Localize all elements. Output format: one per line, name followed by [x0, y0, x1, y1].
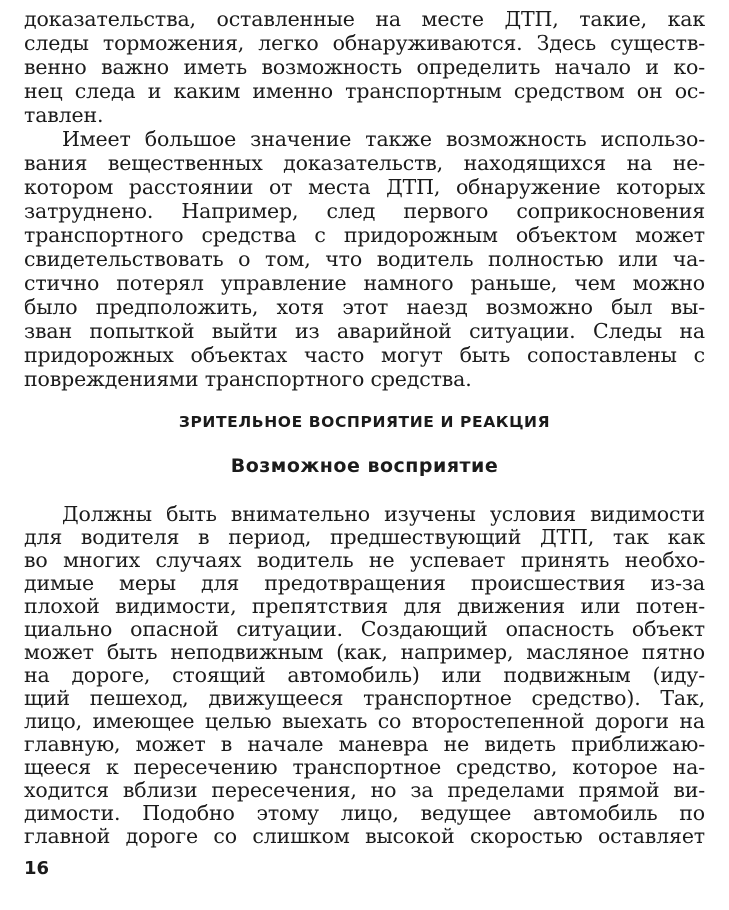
- text-line: ходится вблизи пересечения, но за пределами прямой ви-: [24, 778, 705, 802]
- text-line: котором расстоянии от места ДТП, обнаружение которых: [24, 175, 705, 199]
- text-line: стично потерял управление намного раньше, чем можно: [24, 271, 705, 295]
- text-line: доказательства, оставленные на месте ДТП, такие, как: [24, 7, 705, 31]
- text-line: димые меры для предотвращения происшествия из-за: [24, 571, 705, 595]
- text-line: венно важно иметь возможность определить начало и ко-: [24, 55, 705, 79]
- text-line: на дороге, стоящий автомобиль) или подвижным (иду-: [24, 663, 705, 687]
- text-line: плохой видимости, препятствия для движения или потен-: [24, 594, 705, 618]
- text-line: щееся к пересечению транспортное средство, которое на-: [24, 755, 705, 779]
- text-line: транспортного средства с придорожным объектом может: [24, 223, 705, 247]
- text-line: димости. Подобно этому лицо, ведущее автомобиль по: [24, 801, 705, 825]
- text-line: щий пешеход, движущееся транспортное средство). Так,: [24, 686, 705, 710]
- text-line: повреждениями транспортного средства.: [24, 367, 472, 391]
- text-line: главной дороге со слишком высокой скоростью оставляет: [24, 824, 705, 848]
- text-line: для водителя в период, предшествующий ДТП, так как: [24, 525, 705, 549]
- text-line: лицо, имеющее целью выехать со второстепенной дороги на: [24, 709, 705, 733]
- section-heading: ЗРИТЕЛЬНОЕ ВОСПРИЯТИЕ И РЕАКЦИЯ: [178, 413, 551, 431]
- text-line: зван попыткой выйти из аварийной ситуации. Следы на: [24, 319, 705, 343]
- text-line: тавлен.: [24, 103, 104, 127]
- text-line: может быть неподвижным (как, например, масляное пятно: [24, 640, 705, 664]
- page-number: 16: [24, 858, 50, 879]
- text-line: было предположить, хотя этот наезд возможно был вы-: [24, 295, 705, 319]
- text-line: следы торможения, легко обнаруживаются. Здесь существ-: [24, 31, 705, 55]
- text-line: Должны быть внимательно изучены условия видимости: [62, 502, 705, 526]
- text-line: вания вещественных доказательств, находящихся на не-: [24, 151, 705, 175]
- text-line: циально опасной ситуации. Создающий опасность объект: [24, 617, 705, 641]
- text-line: во многих случаях водитель не успевает принять необхо-: [24, 548, 705, 572]
- text-line: нец следа и каким именно транспортным средством он ос-: [24, 79, 705, 103]
- text-line: главную, может в начале маневра не видеть приближаю-: [24, 732, 705, 756]
- text-line: затруднено. Например, след первого соприкосновения: [24, 199, 705, 223]
- text-line: Имеет большое значение также возможность использо-: [62, 127, 705, 151]
- subsection-heading: Возможное восприятие: [230, 455, 499, 477]
- text-line: придорожных объектах часто могут быть сопоставлены с: [24, 343, 705, 367]
- text-line: свидетельствовать о том, что водитель полностью или ча-: [24, 247, 705, 271]
